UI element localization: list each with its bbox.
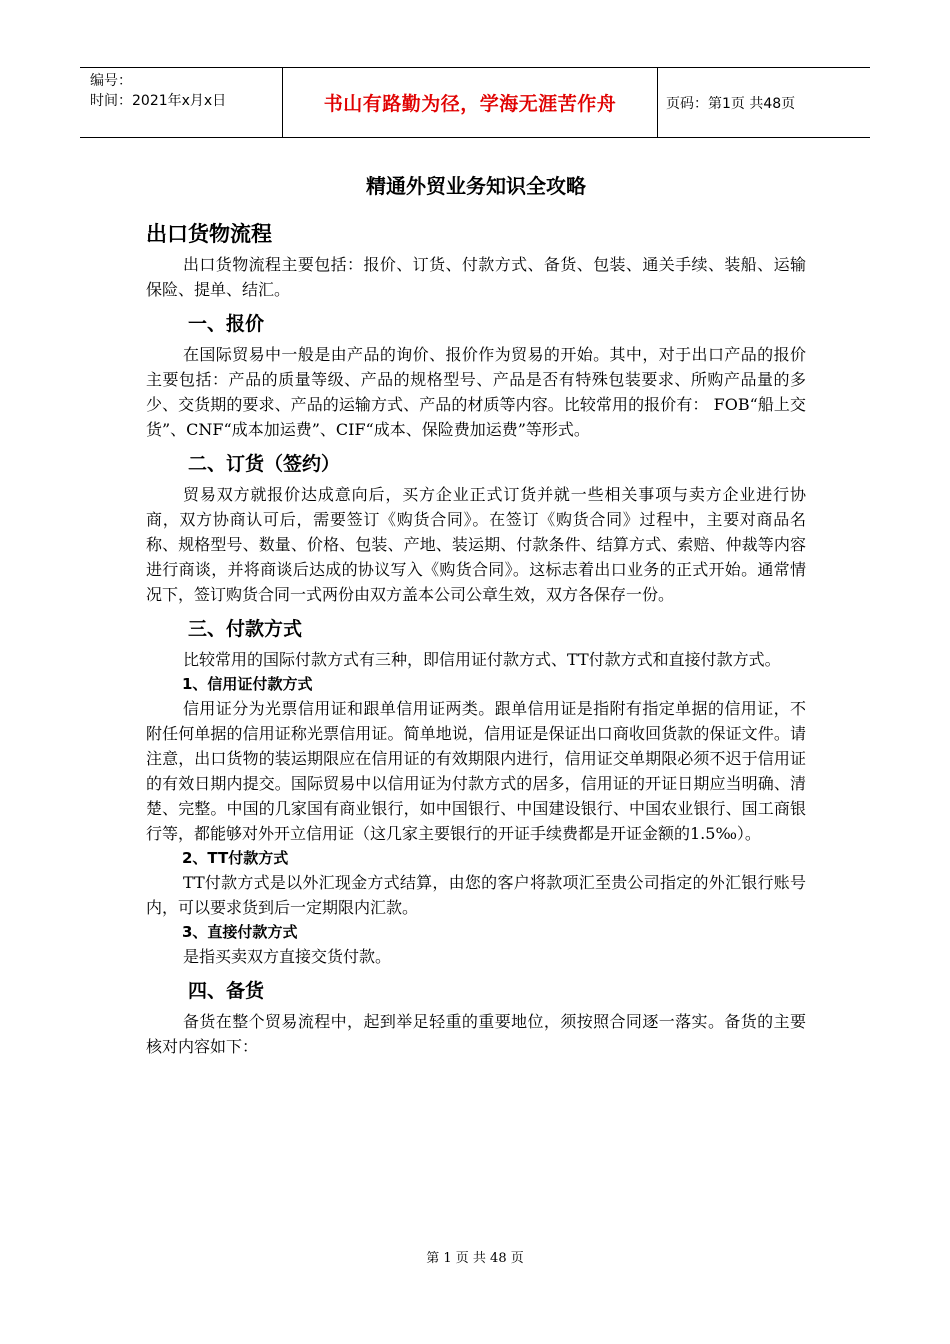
header-motto-cell <box>282 68 658 137</box>
section-intro: 出口货物流程主要包括：报价、订货、付款方式、备货、包装、通关手续、装船、运输保险、提单、结汇。 <box>146 255 806 299</box>
date-label: 时间：2021年x月x日 <box>90 93 227 109</box>
paragraph-direct: 是指买卖双方直接交货付款。 <box>183 947 392 966</box>
paragraph-tt: TT付款方式是以外汇现金方式结算，由您的客户将款项汇至贵公司指定的外汇银行账号内，可以要求货到后一定期限内汇款。 <box>146 873 806 917</box>
subheading-lc: 1、信用证付款方式 <box>182 675 313 693</box>
paragraph-stocking: 备货在整个贸易流程中，起到举足轻重的重要地位，须按照合同逐一落实。备货的主要核对内容如下： <box>146 1012 806 1056</box>
paragraph-quotation: 在国际贸易中一般是由产品的询价、报价作为贸易的开始。其中，对于出口产品的报价主要包括：产品的质量等级、产品的规格型号、产品是否有特殊包装要求、所购产品量的多少、交货期的要求、产品的运输方式、产品的材质等内容。比较常用的报价有： FOB“船上交货”、CNF“成本加运费”、CIF“成本、保险费加运费”等形式。 <box>146 345 806 439</box>
header-left-cell <box>80 68 282 137</box>
heading-quotation: 一、报价 <box>188 313 265 335</box>
heading-payment: 三、付款方式 <box>188 618 303 640</box>
document-title: 精通外贸业务知识全攻略 <box>366 174 586 198</box>
header-page-cell <box>657 68 870 137</box>
subheading-tt: 2、TT付款方式 <box>182 849 289 867</box>
paragraph-ordering: 贸易双方就报价达成意向后，买方企业正式订货并就一些相关事项与卖方企业进行协商，双方协商认可后，需要签订《购货合同》。在签订《购货合同》过程中，主要对商品名称、规格型号、数量、价格、包装、产地、装运期、付款条件、结算方式、索赔、仲裁等内容进行商谈，并将商谈后达成的协议写入《购货合同》。这标志着出口业务的正式开始。通常情况下，签订购货合同一式两份由双方盖本公司公章生效，双方各保存一份。 <box>146 485 806 604</box>
heading-ordering: 二、订货（签约） <box>188 453 341 475</box>
header-table <box>80 67 870 138</box>
motto-text: 书山有路勤为径，学海无涯苦作舟 <box>323 93 617 115</box>
page-footer: 第 1 页 共 48 页 <box>426 1251 524 1266</box>
document-body <box>146 166 806 1059</box>
paragraph-payment: 比较常用的国际付款方式有三种，即信用证付款方式、TT付款方式和直接付款方式。 <box>183 650 781 669</box>
subheading-direct: 3、直接付款方式 <box>182 923 298 941</box>
page-info: 页码：第1页 共48页 <box>666 95 796 112</box>
heading-stocking: 四、备货 <box>188 980 265 1002</box>
section-heading: 出口货物流程 <box>146 222 272 246</box>
paragraph-lc: 信用证分为光票信用证和跟单信用证两类。跟单信用证是指附有指定单据的信用证，不附任何单据的信用证称光票信用证。简单地说，信用证是保证出口商收回货款的保证文件。请注意，出口货物的装运期限应在信用证的有效期限内进行，信用证交单期限必须不迟于信用证的有效日期内提交。国际贸易中以信用证为付款方式的居多，信用证的开证日期应当明确、清楚、完整。中国的几家国有商业银行，如中国银行、中国建设银行、中国农业银行、国工商银行等，都能够对外开立信用证（这几家主要银行的开证手续费都是开证金额的1.5‰）。 <box>146 699 806 843</box>
number-label: 编号： <box>90 73 132 89</box>
